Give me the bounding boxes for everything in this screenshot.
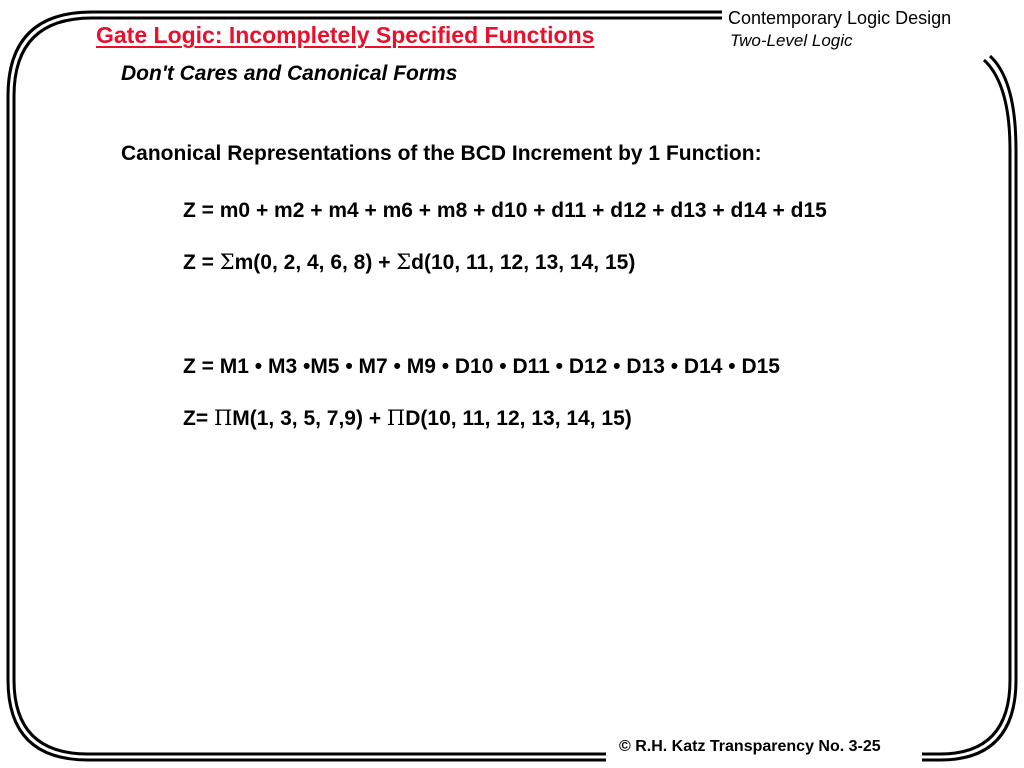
eq2-minterms: m(0, 2, 4, 6, 8) + xyxy=(234,251,397,274)
pi-symbol: Π xyxy=(213,406,233,430)
eq4-maxterms: M(1, 3, 5, 7,9) + xyxy=(232,407,387,430)
section-heading: Canonical Representations of the BCD Increment by 1 Function: xyxy=(121,142,762,165)
footer-credit: © R.H. Katz Transparency No. 3-25 xyxy=(619,738,881,755)
course-name: Contemporary Logic Design xyxy=(728,8,952,28)
eq4-dontcares: D(10, 11, 12, 13, 14, 15) xyxy=(405,407,632,430)
product-of-maxterms-compact xyxy=(183,406,632,431)
eq2-dontcares: d(10, 11, 12, 13, 14, 15) xyxy=(411,251,636,274)
product-of-maxterms-expanded: Z = M1 • M3 •M5 • M7 • M9 • D10 • D11 • D12 • D13 • D14 • D15 xyxy=(183,355,780,378)
eq4-lhs: Z= xyxy=(183,407,214,430)
chapter-name: Two-Level Logic xyxy=(730,31,853,50)
sum-of-minterms-expanded: Z = m0 + m2 + m4 + m6 + m8 + d10 + d11 + d12 + d13 + d14 + d15 xyxy=(183,199,827,222)
section-subtitle: Don't Cares and Canonical Forms xyxy=(121,62,458,85)
pi-symbol: Π xyxy=(386,406,406,430)
sigma-symbol: Σ xyxy=(219,250,235,274)
sigma-symbol: Σ xyxy=(396,250,412,274)
sum-of-minterms-compact xyxy=(183,250,635,275)
slide-title: Gate Logic: Incompletely Specified Functions xyxy=(96,22,595,48)
eq2-lhs: Z = xyxy=(183,251,220,274)
